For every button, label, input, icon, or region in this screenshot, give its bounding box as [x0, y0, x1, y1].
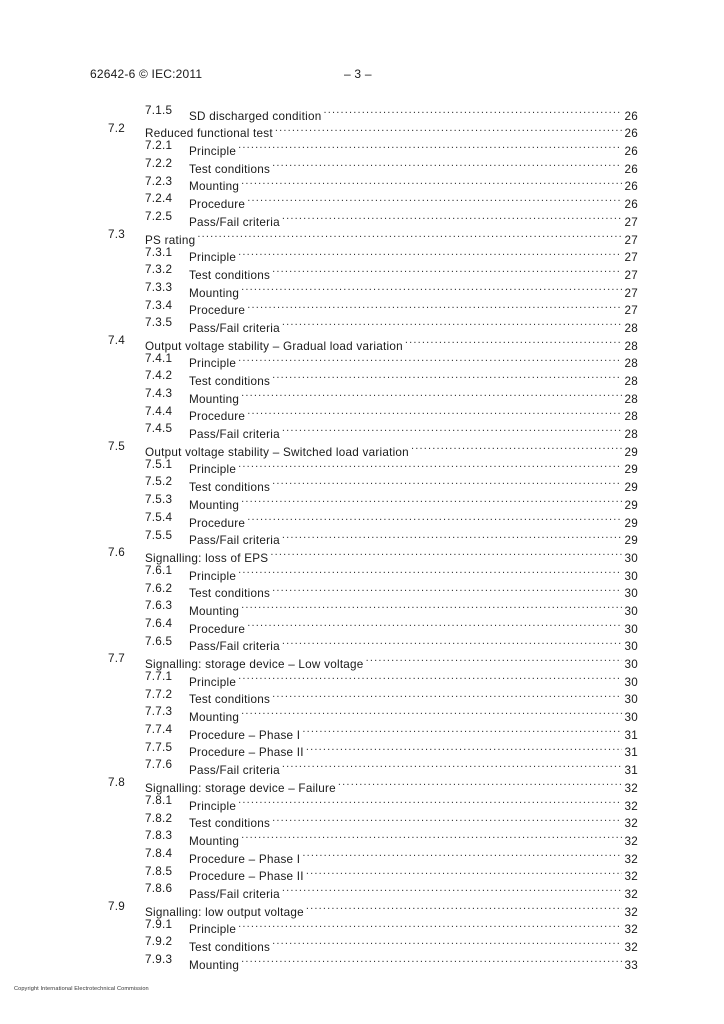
toc-entry-number: 7.6.3	[145, 599, 173, 613]
toc-entry-title: Test conditions	[189, 162, 271, 176]
toc-entry-title: Principle	[189, 923, 237, 937]
document-id: 62642-6 © IEC:2011	[90, 67, 203, 81]
toc-entry-title: Principle	[189, 357, 237, 371]
dot-leader	[282, 756, 623, 774]
toc-entry-number: 7.3.1	[145, 245, 173, 259]
dot-leader	[338, 774, 623, 792]
dot-leader	[411, 438, 623, 456]
toc-entry-title: Mounting	[189, 498, 240, 512]
toc-entry[interactable]	[0, 633, 724, 654]
toc-entry-page: 29	[624, 445, 638, 459]
dot-leader	[238, 792, 622, 810]
toc-entry[interactable]	[0, 863, 724, 884]
toc-entry-number: 7.5	[108, 440, 125, 454]
toc-entry-page: 28	[624, 375, 638, 388]
dot-leader	[306, 898, 623, 916]
dot-leader	[238, 137, 622, 155]
dot-leader	[405, 332, 623, 350]
toc-entry[interactable]	[0, 597, 724, 618]
toc-entry[interactable]	[0, 190, 724, 212]
toc-entry-number: 7.6.2	[145, 581, 173, 595]
toc-entry[interactable]	[0, 898, 724, 919]
toc-entry-title: Test conditions	[189, 817, 271, 831]
toc-entry-number: 7.1.5	[145, 104, 173, 117]
dot-leader	[241, 491, 622, 509]
dot-leader	[241, 385, 622, 403]
toc-entry-page: 27	[624, 233, 638, 247]
dot-leader	[282, 527, 623, 545]
toc-entry-page: 29	[624, 463, 638, 477]
toc-entry[interactable]	[0, 155, 724, 176]
page-number: – 3 –	[344, 67, 372, 81]
toc-entry-title: Principle	[189, 463, 237, 477]
toc-entry-title: Pass/Fail criteria	[189, 640, 280, 654]
toc-entry-title: Mounting	[189, 392, 240, 406]
toc-entry[interactable]	[0, 845, 724, 866]
toc-entry-page: 32	[624, 834, 638, 848]
toc-entry[interactable]	[0, 916, 724, 937]
toc-entry-page: 32	[624, 905, 638, 919]
toc-entry[interactable]	[0, 756, 724, 778]
toc-entry-page: 29	[624, 534, 638, 548]
table-of-contents	[0, 102, 724, 972]
toc-entry-number: 7.2	[108, 121, 125, 135]
dot-leader	[247, 297, 622, 315]
toc-entry-number: 7.9.3	[145, 953, 173, 966]
toc-entry-number: 7.3.4	[145, 298, 173, 312]
dot-leader	[241, 279, 622, 297]
toc-entry[interactable]	[0, 473, 724, 495]
dot-leader	[272, 810, 622, 828]
dot-leader	[366, 650, 623, 668]
toc-entry-number: 7.8.6	[145, 882, 173, 896]
toc-entry[interactable]	[0, 244, 724, 265]
toc-entry-page: 32	[624, 852, 638, 866]
toc-entry-page: 26	[624, 109, 638, 123]
dot-leader	[302, 721, 622, 739]
dot-leader	[282, 314, 623, 332]
toc-entry-title: Pass/Fail criteria	[189, 534, 280, 548]
toc-entry-title: Principle	[189, 799, 237, 813]
toc-entry-page: 26	[624, 145, 638, 159]
toc-entry-page: 32	[624, 923, 638, 937]
toc-entry-number: 7.6.5	[145, 634, 173, 648]
toc-entry-title: Reduced functional test	[145, 127, 273, 141]
toc-entry-page: 30	[624, 604, 638, 618]
toc-entry-number: 7.4.5	[145, 422, 173, 436]
toc-entry-page: 27	[624, 251, 638, 265]
toc-entry-page: 32	[624, 781, 638, 795]
toc-entry-line	[189, 951, 638, 974]
toc-entry[interactable]	[0, 544, 724, 565]
toc-entry[interactable]	[0, 137, 724, 159]
toc-entry-page: 29	[624, 481, 638, 495]
dot-leader	[275, 120, 623, 138]
toc-entry[interactable]	[0, 491, 724, 512]
toc-entry-page: 28	[624, 410, 638, 424]
toc-entry-number: 7.2.3	[145, 174, 173, 188]
toc-entry-page: 28	[624, 357, 638, 371]
toc-entry[interactable]	[0, 279, 724, 300]
toc-entry-title: Pass/Fail criteria	[189, 321, 280, 335]
toc-entry-page: 26	[624, 180, 638, 194]
toc-entry-number: 7.2.2	[145, 157, 173, 171]
toc-entry[interactable]	[0, 173, 724, 194]
toc-entry-title: Pass/Fail criteria	[189, 428, 280, 442]
toc-entry-page: 31	[624, 764, 638, 778]
toc-entry-number: 7.8.5	[145, 864, 173, 878]
toc-entry[interactable]	[0, 615, 724, 636]
toc-entry-page: 30	[624, 640, 638, 654]
toc-entry-number: 7.7.3	[145, 705, 173, 719]
toc-entry-number: 7.2.5	[145, 210, 173, 224]
dot-leader	[241, 173, 622, 191]
toc-entry-number: 7.5.5	[145, 528, 173, 542]
toc-entry[interactable]	[0, 120, 724, 141]
toc-entry-title: Pass/Fail criteria	[189, 887, 280, 901]
toc-entry-page: 33	[624, 958, 638, 972]
toc-entry-number: 7.6.1	[145, 563, 173, 577]
toc-entry-number: 7.9.1	[145, 917, 173, 931]
copyright-notice: Copyright International Electrotechnical Commission	[14, 986, 149, 992]
toc-entry[interactable]	[0, 827, 724, 848]
dot-leader	[302, 845, 622, 863]
toc-entry-number: 7.5.2	[145, 475, 173, 489]
dot-leader	[272, 473, 622, 491]
toc-entry-title: Mounting	[189, 711, 240, 725]
toc-entry-title: Mounting	[189, 286, 240, 300]
toc-entry-title: Procedure	[189, 516, 246, 530]
toc-entry-page: 30	[624, 711, 638, 725]
toc-entry-number: 7.8.4	[145, 846, 173, 860]
toc-entry-title: Test conditions	[189, 375, 271, 388]
toc-entry-page: 27	[624, 304, 638, 318]
toc-entry-number: 7.7.2	[145, 687, 173, 701]
toc-entry[interactable]	[0, 650, 724, 671]
dot-leader	[247, 190, 622, 208]
toc-entry-page: 32	[624, 941, 638, 954]
toc-entry-title: Test conditions	[189, 941, 271, 954]
toc-entry-number: 7.9.2	[145, 935, 173, 949]
dot-leader	[238, 244, 622, 262]
toc-entry[interactable]	[0, 792, 724, 813]
toc-entry-title: Principle	[189, 251, 237, 265]
toc-entry[interactable]	[0, 880, 724, 901]
toc-entry-title: Procedure – Phase II	[189, 870, 304, 884]
toc-entry-title: Signalling: storage device – Failure	[145, 781, 336, 795]
toc-entry-page: 30	[624, 569, 638, 583]
toc-entry[interactable]	[0, 527, 724, 548]
toc-entry[interactable]	[0, 562, 724, 583]
toc-entry[interactable]	[0, 226, 724, 247]
toc-entry-number: 7.3.5	[145, 316, 173, 330]
toc-entry-page: 27	[624, 268, 638, 282]
toc-entry-page: 26	[624, 162, 638, 176]
toc-entry-number: 7.8	[108, 776, 125, 790]
toc-entry[interactable]	[0, 456, 724, 477]
toc-entry-number: 7.7.5	[145, 740, 173, 754]
toc-entry-page: 28	[624, 392, 638, 406]
toc-entry[interactable]	[0, 668, 724, 689]
dot-leader	[282, 880, 623, 898]
toc-entry-title: Procedure	[189, 410, 246, 424]
toc-entry-title: Procedure – Phase II	[189, 746, 304, 760]
toc-entry-number: 7.4.2	[145, 369, 173, 383]
toc-entry-page: 29	[624, 516, 638, 530]
toc-entry-title: Test conditions	[189, 268, 271, 282]
toc-entry-title: Principle	[189, 675, 237, 689]
dot-leader	[272, 261, 622, 279]
dot-leader	[197, 226, 622, 244]
toc-entry[interactable]	[0, 721, 724, 742]
toc-entry-page: 28	[624, 339, 638, 353]
toc-entry-title: SD discharged condition	[189, 109, 322, 123]
toc-entry-title: Test conditions	[189, 693, 271, 707]
toc-entry[interactable]	[0, 933, 724, 954]
dot-leader	[272, 367, 622, 385]
toc-entry-page: 30	[624, 693, 638, 707]
toc-entry-page: 32	[624, 799, 638, 813]
dot-leader	[272, 686, 622, 704]
dot-leader	[282, 420, 623, 438]
toc-entry-number: 7.8.2	[145, 811, 173, 825]
dot-leader	[323, 102, 622, 120]
toc-entry-title: Procedure – Phase I	[189, 728, 301, 742]
toc-entry-title: Signalling: storage device – Low voltage	[145, 658, 364, 671]
toc-entry-page: 30	[624, 675, 638, 689]
dot-leader	[272, 580, 622, 598]
toc-entry-number: 7.7.1	[145, 670, 173, 683]
dot-leader	[241, 827, 622, 845]
toc-entry[interactable]	[0, 420, 724, 442]
toc-entry-number: 7.2.4	[145, 192, 173, 206]
toc-entry-page: 32	[624, 870, 638, 884]
toc-entry-title: Pass/Fail criteria	[189, 215, 280, 229]
toc-entry-number: 7.4.4	[145, 404, 173, 418]
toc-entry-title: Output voltage stability – Switched load variation	[145, 445, 409, 459]
toc-entry-page: 32	[624, 817, 638, 831]
dot-leader	[241, 703, 622, 721]
toc-entry-number: 7.3.3	[145, 280, 173, 294]
toc-entry[interactable]	[0, 297, 724, 318]
toc-entry-number: 7.7	[108, 652, 125, 666]
toc-entry-page: 27	[624, 286, 638, 300]
toc-entry-number: 7.6	[108, 546, 125, 560]
toc-entry-number: 7.9	[108, 899, 125, 913]
toc-entry-title: Mounting	[189, 180, 240, 194]
dot-leader	[282, 633, 623, 651]
toc-entry-number: 7.5.4	[145, 510, 173, 524]
toc-entry[interactable]	[0, 261, 724, 282]
toc-entry[interactable]	[0, 208, 724, 229]
toc-entry[interactable]	[0, 810, 724, 831]
dot-leader	[306, 739, 623, 757]
toc-entry[interactable]	[0, 774, 724, 795]
toc-entry-title: Mounting	[189, 834, 240, 848]
toc-entry[interactable]	[0, 102, 724, 123]
dot-leader	[238, 916, 622, 934]
toc-entry-title: Signalling: loss of EPS	[145, 551, 269, 565]
toc-entry-number: 7.8.1	[145, 793, 173, 807]
dot-leader	[270, 544, 622, 562]
dot-leader	[247, 509, 622, 527]
toc-entry[interactable]	[0, 703, 724, 725]
toc-entry-title: Procedure	[189, 198, 246, 212]
toc-entry-number: 7.4.1	[145, 351, 173, 365]
toc-entry-page: 30	[624, 551, 638, 565]
dot-leader	[238, 668, 622, 686]
toc-entry-title: Test conditions	[189, 587, 271, 601]
toc-entry-page: 27	[624, 215, 638, 229]
toc-entry-title: Signalling: low output voltage	[145, 905, 304, 919]
toc-entry-page: 30	[624, 587, 638, 601]
toc-entry-number: 7.3.2	[145, 263, 173, 277]
toc-entry[interactable]	[0, 509, 724, 530]
toc-entry-title: Mounting	[189, 958, 240, 972]
dot-leader	[241, 597, 622, 615]
toc-entry-title: Pass/Fail criteria	[189, 764, 280, 778]
toc-entry-page: 30	[624, 622, 638, 636]
toc-entry-number: 7.3	[108, 227, 125, 241]
toc-entry-page: 31	[624, 728, 638, 742]
toc-entry-number: 7.6.4	[145, 616, 173, 630]
toc-entry-title: Principle	[189, 569, 237, 583]
toc-entry[interactable]	[0, 739, 724, 760]
toc-entry-number: 7.4	[108, 333, 125, 347]
toc-entry[interactable]	[0, 686, 724, 707]
toc-entry-number: 7.7.6	[145, 758, 173, 772]
toc-entry-page: 26	[624, 127, 638, 141]
toc-entry-number: 7.8.3	[145, 829, 173, 843]
toc-entry[interactable]	[0, 438, 724, 459]
dot-leader	[247, 615, 622, 633]
page-header	[90, 67, 638, 83]
toc-entry-number: 7.2.1	[145, 139, 173, 153]
toc-entry-title: Principle	[189, 145, 237, 159]
dot-leader	[282, 208, 623, 226]
toc-entry[interactable]	[0, 403, 724, 424]
toc-entry[interactable]	[0, 951, 724, 972]
toc-entry-page: 26	[624, 198, 638, 212]
dot-leader	[272, 155, 622, 173]
toc-entry-page: 31	[624, 746, 638, 760]
toc-entry[interactable]	[0, 385, 724, 406]
dot-leader	[238, 350, 622, 368]
toc-entry[interactable]	[0, 332, 724, 353]
toc-entry[interactable]	[0, 367, 724, 388]
toc-entry-title: Procedure	[189, 622, 246, 636]
toc-entry[interactable]	[0, 580, 724, 601]
toc-entry-number: 7.5.3	[145, 493, 173, 507]
toc-entry-title: PS rating	[145, 233, 196, 247]
toc-entry-title: Procedure	[189, 304, 246, 318]
toc-entry-page: 28	[624, 428, 638, 442]
dot-leader	[238, 562, 622, 580]
dot-leader	[241, 951, 622, 969]
toc-entry-title: Mounting	[189, 604, 240, 618]
toc-entry-number: 7.4.3	[145, 387, 173, 400]
dot-leader	[272, 933, 622, 951]
toc-entry-page: 28	[624, 321, 638, 335]
toc-entry-number: 7.5.1	[145, 457, 173, 471]
toc-entry[interactable]	[0, 350, 724, 371]
toc-entry-title: Procedure – Phase I	[189, 852, 301, 866]
toc-entry-page: 29	[624, 498, 638, 512]
toc-entry-number: 7.7.4	[145, 723, 173, 737]
toc-entry-title: Output voltage stability – Gradual load variation	[145, 339, 403, 353]
toc-entry[interactable]	[0, 314, 724, 335]
toc-entry-page: 30	[624, 658, 638, 671]
toc-entry-title: Test conditions	[189, 481, 271, 495]
dot-leader	[247, 403, 622, 421]
dot-leader	[306, 863, 623, 881]
dot-leader	[238, 456, 622, 474]
toc-entry-page: 32	[624, 887, 638, 901]
